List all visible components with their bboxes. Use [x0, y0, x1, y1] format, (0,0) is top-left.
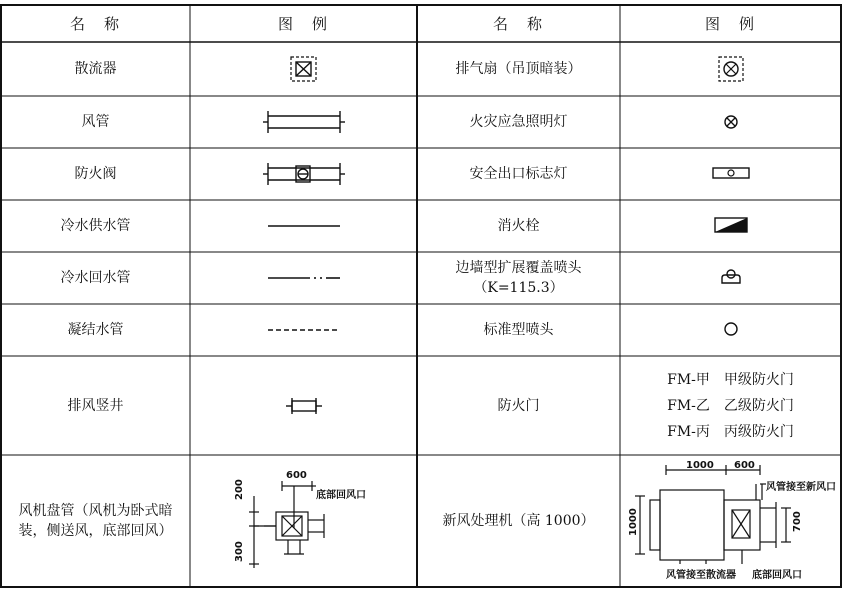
fire-door-code-b: FM-乙: [667, 397, 710, 414]
row-name-condensate: 凝结水管: [67, 322, 124, 338]
row-name-duct: 风管: [81, 114, 110, 130]
fire-damper-icon: [262, 160, 346, 188]
sidewall-sprinkler-name-line2: （K=115.3）: [473, 280, 564, 296]
fresh-air-note-bottom-right: 底部回风口: [752, 570, 802, 581]
exhaust-fan-icon: [716, 54, 746, 84]
fresh-air-note-bottom-left: 风管接至散流器: [666, 570, 736, 581]
fire-door-row-a: [667, 370, 794, 390]
fire-door-desc-a: 甲级防火门: [723, 371, 794, 388]
fresh-air-note-top: 风管接至新风口: [766, 482, 836, 493]
emergency-light-icon: [723, 114, 739, 130]
fresh-air-unit-diagram: [626, 460, 838, 584]
fan-coil-name-line1: 风机盘管（风机为卧式暗: [18, 503, 173, 519]
standard-sprinkler-icon: [723, 321, 739, 337]
fire-door-code-a: FM-甲: [667, 371, 710, 388]
fresh-air-dim-b: 600: [734, 460, 755, 471]
row-name-exhaust-fan: 排气扇（吊顶暗装）: [455, 61, 582, 77]
row-name-fire-damper: 防火阀: [74, 166, 117, 182]
row-name-standard-sprinkler: 标准型喷头: [483, 322, 554, 338]
row-name-fire-door: 防火门: [497, 397, 540, 414]
diffuser-icon: [288, 54, 320, 84]
fire-hydrant-icon: [713, 216, 749, 234]
row-name-fan-coil: [1, 455, 190, 587]
row-name-emergency-light: 火灾应急照明灯: [469, 114, 568, 130]
fire-door-row-c: [667, 422, 794, 442]
row-name-fire-hydrant: 消火栓: [497, 218, 540, 234]
header-name-right: 名 称: [492, 14, 544, 33]
row-name-fresh-air-unit: 新风处理机（高 1000）: [442, 513, 595, 529]
fire-door-legend-list: [667, 370, 794, 442]
chilled-supply-line-icon: [266, 220, 342, 232]
fire-door-legend: [620, 356, 841, 455]
fire-door-code-c: FM-丙: [667, 423, 710, 440]
fan-coil-dim-left2: 300: [234, 541, 245, 562]
row-name-chilled-supply: 冷水供水管: [60, 218, 131, 234]
chilled-return-line-icon: [266, 272, 342, 284]
header-legend-left: 图 例: [277, 14, 329, 33]
exit-sign-icon: [711, 166, 751, 180]
fan-coil-diagram: [232, 468, 382, 578]
row-name-exit-sign: 安全出口标志灯: [469, 166, 568, 182]
exhaust-shaft-icon: [284, 396, 324, 416]
fresh-air-dim-a: 1000: [686, 460, 714, 471]
fan-coil-name-line2: 装，侧送风，底部回风）: [18, 523, 173, 539]
fan-coil-dim-left1: 200: [234, 479, 245, 500]
fan-coil-dim-top: 600: [286, 470, 307, 481]
row-name-diffuser: 散流器: [74, 61, 117, 77]
duct-icon: [262, 108, 346, 136]
header-legend-right: 图 例: [704, 14, 756, 33]
header-name-left: 名 称: [69, 14, 121, 33]
sidewall-sprinkler-name-line1: 边墙型扩展覆盖喷头: [455, 260, 582, 276]
fan-coil-note: 底部回风口: [316, 490, 366, 501]
row-name-sidewall-sprinkler: [417, 252, 620, 304]
fire-door-desc-c: 丙级防火门: [723, 423, 794, 440]
fire-door-row-b: [667, 396, 794, 416]
row-name-exhaust-shaft: 排风竖井: [67, 397, 124, 414]
condensate-line-icon: [266, 324, 342, 336]
fresh-air-dim-right: 700: [792, 511, 803, 532]
sidewall-sprinkler-icon: [719, 267, 743, 287]
row-name-chilled-return: 冷水回水管: [60, 270, 131, 286]
fire-door-desc-b: 乙级防火门: [723, 397, 794, 414]
fresh-air-dim-height: 1000: [628, 508, 639, 536]
